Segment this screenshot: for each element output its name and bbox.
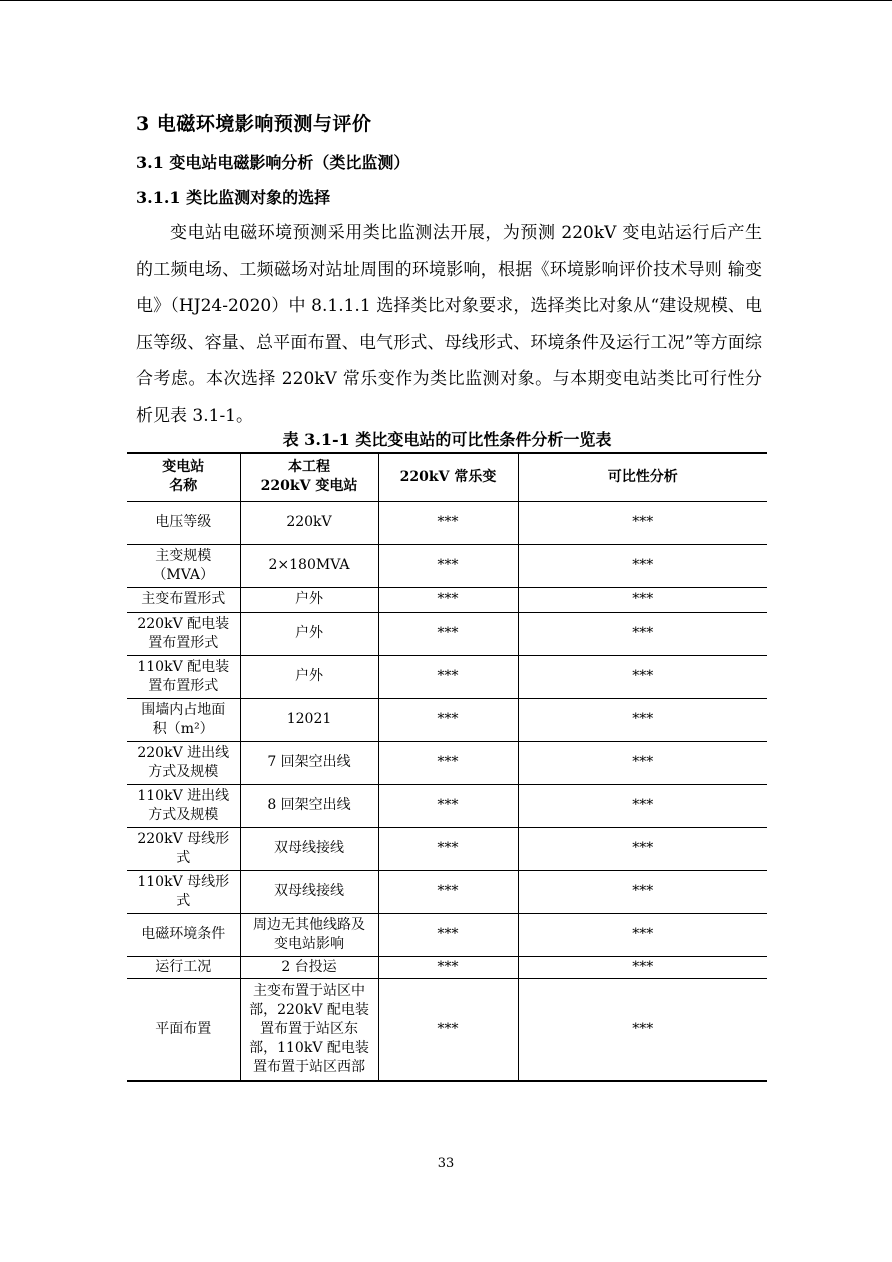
table-row [127,544,767,587]
cell-station-attribute: 电压等级 [127,501,240,544]
header-station-name: 变电站 名称 [127,453,240,501]
cell-station-attribute: 平面布置 [127,978,240,1081]
cell-comparability: *** [518,698,767,741]
chapter-title: 3 电磁环境影响预测与评价 [136,113,372,135]
table-row [127,655,767,698]
body-paragraph: 变电站电磁环境预测采用类比监测法开展，为预测 220kV 变电站运行后产生的工频电场、工频磁场对站址周围的环境影响，根据《环境影响评价技术导则 输变电》（HJ24-2020）中 8.1.1.1 选择类比对象要求，选择类比对象从“建设规模、电压等级、容量、总平面布置、电气形式、母线形式、环境条件及运行工况”等方面综合考虑。本次选择 220kV 常乐变作为类比监测对象。与本期变电站类比可行性分析见表 3.1-1。 [136,223,762,426]
cell-project-value: 户外 [240,612,378,655]
cell-comparability: *** [518,956,767,978]
table-row [127,913,767,956]
cell-station-attribute: 运行工况 [127,956,240,978]
header-project-station: 本工程 220kV 变电站 [240,453,378,501]
cell-station-attribute: 220kV 母线形 式 [127,827,240,870]
subsection-title: 3.1.1 类比监测对象的选择 [136,188,331,207]
table-row [127,956,767,978]
cell-station-attribute: 110kV 进出线 方式及规模 [127,784,240,827]
cell-project-value: 双母线接线 [240,870,378,913]
cell-project-value: 主变布置于站区中 部，220kV 配电装 置布置于站区东 部，110kV 配电装 置布置于站区西部 [240,978,378,1081]
table-row [127,827,767,870]
cell-comparability: *** [518,827,767,870]
cell-reference-value: *** [378,501,518,544]
cell-project-value: 户外 [240,587,378,612]
table-caption: 表 3.1-1 类比变电站的可比性条件分析一览表 [282,430,612,449]
cell-project-value: 周边无其他线路及 变电站影响 [240,913,378,956]
cell-station-attribute: 220kV 进出线 方式及规模 [127,741,240,784]
section-title: 3.1 变电站电磁影响分析（类比监测） [136,153,410,172]
cell-station-attribute: 围墙内占地面 积（m²） [127,698,240,741]
cell-comparability: *** [518,784,767,827]
cell-comparability: *** [518,655,767,698]
cell-reference-value: *** [378,698,518,741]
cell-project-value: 2 台投运 [240,956,378,978]
cell-reference-value: *** [378,870,518,913]
comparison-table [127,452,767,1082]
cell-comparability: *** [518,741,767,784]
cell-project-value: 7 回架空出线 [240,741,378,784]
table-row [127,698,767,741]
cell-comparability: *** [518,501,767,544]
header-comparability: 可比性分析 [518,453,767,501]
cell-reference-value: *** [378,913,518,956]
cell-reference-value: *** [378,978,518,1081]
top-border-line [0,0,892,1]
cell-reference-value: *** [378,587,518,612]
table-row [127,870,767,913]
cell-reference-value: *** [378,612,518,655]
cell-comparability: *** [518,978,767,1081]
table-body [127,501,767,1081]
cell-reference-value: *** [378,655,518,698]
cell-reference-value: *** [378,827,518,870]
cell-station-attribute: 220kV 配电装 置布置形式 [127,612,240,655]
cell-reference-value: *** [378,741,518,784]
table-row [127,501,767,544]
cell-reference-value: *** [378,956,518,978]
cell-project-value: 双母线接线 [240,827,378,870]
cell-comparability: *** [518,544,767,587]
table-row [127,587,767,612]
cell-reference-value: *** [378,784,518,827]
cell-project-value: 2×180MVA [240,544,378,587]
cell-station-attribute: 110kV 配电装 置布置形式 [127,655,240,698]
cell-project-value: 8 回架空出线 [240,784,378,827]
cell-comparability: *** [518,587,767,612]
cell-project-value: 12021 [240,698,378,741]
table-header-row [127,453,767,501]
table-row [127,612,767,655]
cell-comparability: *** [518,913,767,956]
header-reference-station: 220kV 常乐变 [378,453,518,501]
cell-project-value: 220kV [240,501,378,544]
cell-comparability: *** [518,612,767,655]
page-number: 33 [437,1156,455,1171]
table-row [127,784,767,827]
cell-station-attribute: 电磁环境条件 [127,913,240,956]
cell-reference-value: *** [378,544,518,587]
table-row [127,741,767,784]
table-row [127,978,767,1081]
cell-project-value: 户外 [240,655,378,698]
cell-station-attribute: 主变布置形式 [127,587,240,612]
cell-comparability: *** [518,870,767,913]
cell-station-attribute: 主变规模 （MVA） [127,544,240,587]
cell-station-attribute: 110kV 母线形 式 [127,870,240,913]
